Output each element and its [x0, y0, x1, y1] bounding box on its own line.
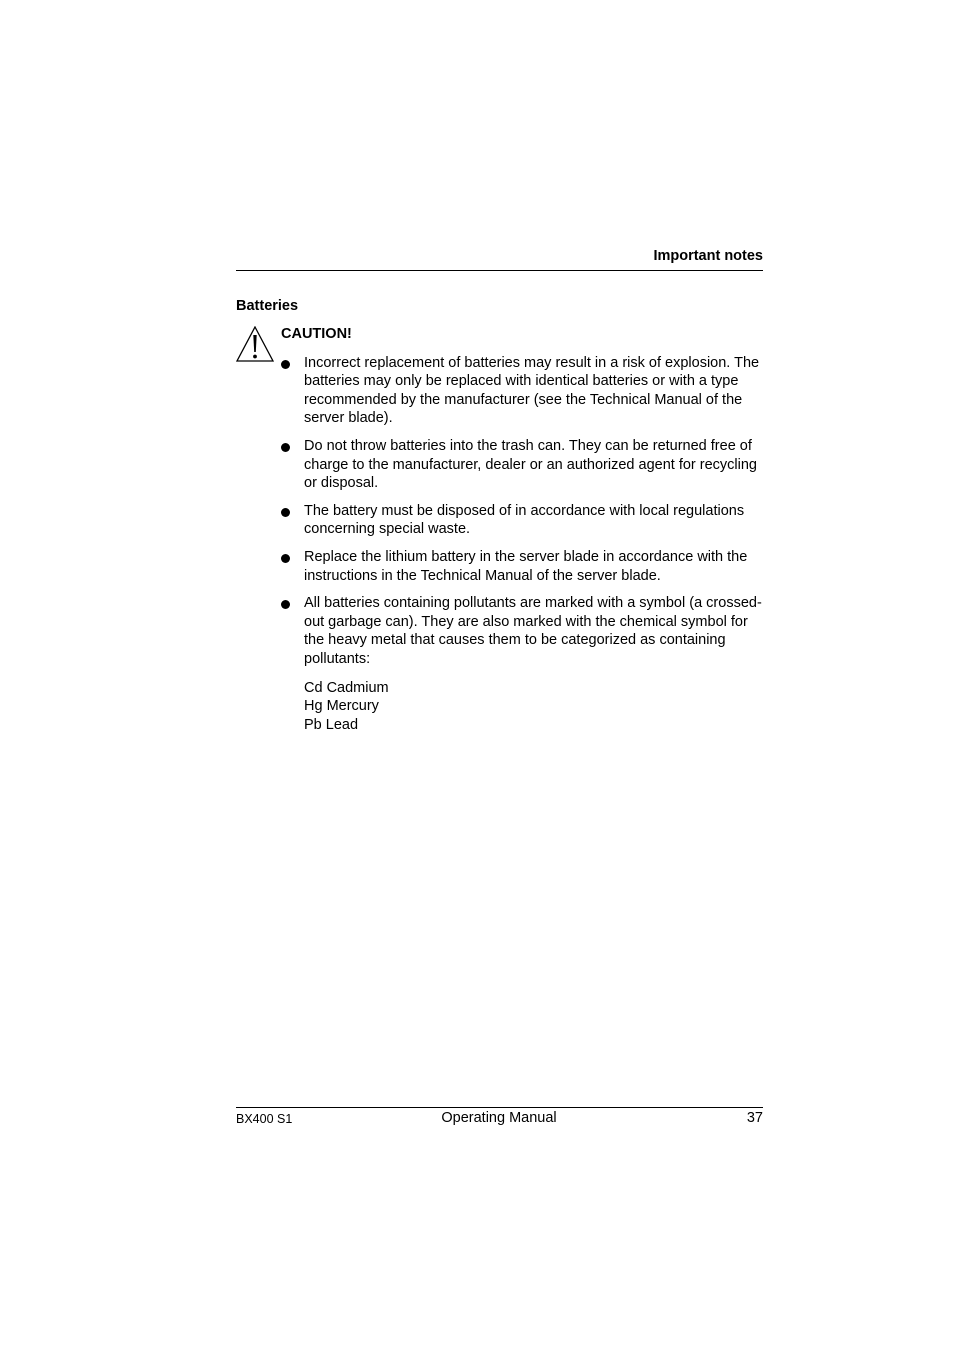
element-lead: Pb Lead — [304, 716, 359, 733]
caution-list — [281, 354, 763, 678]
list-item — [281, 354, 763, 428]
heavy-metal-list — [304, 679, 389, 734]
bullet-icon — [281, 508, 290, 517]
list-item — [281, 437, 763, 492]
section-heading: Batteries — [236, 298, 299, 314]
bullet-icon — [281, 554, 290, 563]
list-item-text: The battery must be disposed of in accordance with local regulations concerning special waste. — [304, 502, 745, 538]
list-item — [281, 594, 763, 668]
bullet-icon — [281, 360, 290, 369]
element-mercury: Hg Mercury — [304, 698, 379, 715]
footer-product: BX400 S1 — [236, 1112, 293, 1126]
bullet-icon — [281, 443, 290, 452]
list-item-text: Replace the lithium battery in the server blade in accordance with the instructions in the Technical Manual of the server blade. — [304, 549, 748, 584]
footer-title: Operating Manual — [441, 1110, 557, 1126]
page-number: 37 — [746, 1110, 763, 1126]
element-cadmium: Cd Cadmium — [304, 680, 389, 696]
list-item-text: All batteries containing pollutants are marked with a symbol (a crossed-out garbage can). They are also marked with the chemical symbol for the heavy metal that causes them to be categorized as containing pollutants: — [304, 595, 762, 667]
caution-label: CAUTION! — [281, 326, 352, 342]
warning-triangle-icon — [236, 326, 274, 362]
list-item-text: Incorrect replacement of batteries may result in a risk of explosion. The batteries may only be replaced with identical batteries or with a type recommended by the manufacturer (see the Technical Manual of the server blade). — [304, 355, 760, 427]
list-item-text: Do not throw batteries into the trash can. They can be returned free of charge to the manufacturer, dealer or an authorized agent for recycling or disposal. — [304, 438, 757, 491]
running-header: Important notes — [653, 248, 763, 264]
header-divider — [236, 270, 763, 271]
footer-divider — [236, 1107, 763, 1108]
list-item — [281, 548, 763, 585]
list-item — [281, 502, 763, 539]
bullet-icon — [281, 600, 290, 609]
